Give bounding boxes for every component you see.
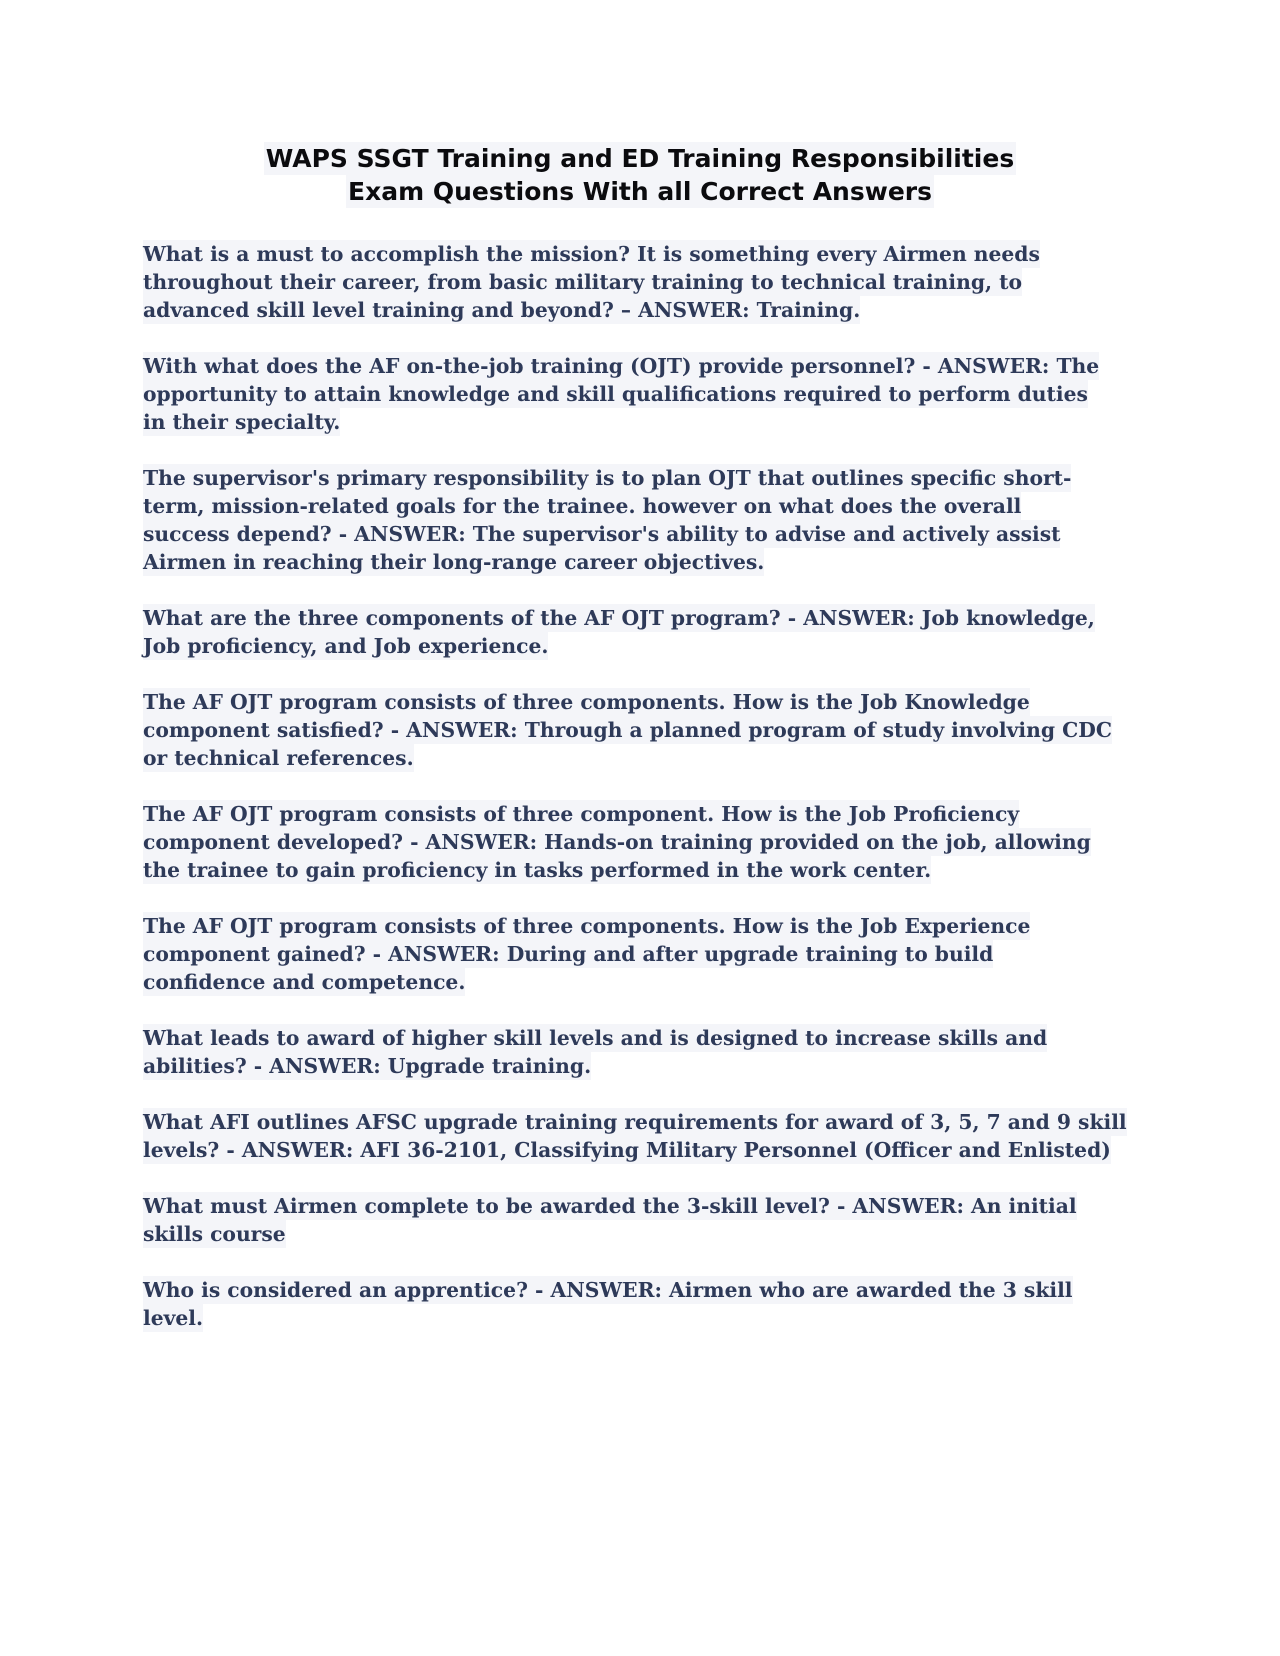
paragraph-line: success depend? - ANSWER: The supervisor's ability to advise and actively assist <box>143 522 1061 546</box>
paragraph-line: opportunity to attain knowledge and skill qualifications required to perform duties <box>143 382 1088 406</box>
paragraph-line: levels? - ANSWER: AFI 36-2101, Classifying Military Personnel (Officer and Enlisted) <box>143 1138 1111 1162</box>
paragraph-line: or technical references. <box>143 746 414 770</box>
paragraph-line: What AFI outlines AFSC upgrade training requirements for award of 3, 5, 7 and 9 skill <box>143 1110 1127 1134</box>
qa-paragraph <box>143 1192 1143 1248</box>
qa-paragraph <box>143 464 1143 576</box>
document-title <box>0 142 1280 208</box>
title-line-1: WAPS SSGT Training and ED Training Responsibilities <box>265 144 1015 173</box>
qa-paragraph <box>143 1024 1143 1080</box>
paragraph-line: component gained? - ANSWER: During and after upgrade training to build <box>143 942 994 966</box>
paragraph-line: Job proficiency, and Job experience. <box>143 634 549 658</box>
paragraph-line: What must Airmen complete to be awarded the 3-skill level? - ANSWER: An initial <box>143 1194 1077 1218</box>
paragraph-line: level. <box>143 1306 204 1330</box>
paragraph-line: component developed? - ANSWER: Hands-on training provided on the job, allowing <box>143 830 1091 854</box>
paragraph-line: abilities? - ANSWER: Upgrade training. <box>143 1054 592 1078</box>
paragraph-line: What is a must to accomplish the mission? It is something every Airmen needs <box>143 242 1040 266</box>
qa-paragraph <box>143 1276 1143 1332</box>
paragraph-line: What leads to award of higher skill levels and is designed to increase skills and <box>143 1026 1048 1050</box>
paragraph-line: Who is considered an apprentice? - ANSWER: Airmen who are awarded the 3 skill <box>143 1278 1073 1302</box>
paragraph-line: Airmen in reaching their long-range career objectives. <box>143 550 765 574</box>
paragraph-line: in their specialty. <box>143 410 341 434</box>
qa-paragraph <box>143 800 1143 884</box>
paragraph-line: skills course <box>143 1222 286 1246</box>
paragraph-line: advanced skill level training and beyond? – ANSWER: Training. <box>143 298 861 322</box>
qa-paragraph <box>143 688 1143 772</box>
title-line-2: Exam Questions With all Correct Answers <box>348 177 932 206</box>
paragraph-line: What are the three components of the AF OJT program? - ANSWER: Job knowledge, <box>143 606 1095 630</box>
document-body <box>143 240 1143 1360</box>
paragraph-line: component satisfied? - ANSWER: Through a planned program of study involving CDC <box>143 718 1112 742</box>
paragraph-line: confidence and competence. <box>143 970 466 994</box>
paragraph-line: throughout their career, from basic military training to technical training, to <box>143 270 1023 294</box>
paragraph-line: the trainee to gain proficiency in tasks performed in the work center. <box>143 858 932 882</box>
qa-paragraph <box>143 1108 1143 1164</box>
qa-paragraph <box>143 352 1143 436</box>
paragraph-line: The AF OJT program consists of three component. How is the Job Proficiency <box>143 802 1020 826</box>
qa-paragraph <box>143 912 1143 996</box>
qa-paragraph <box>143 240 1143 324</box>
paragraph-line: term, mission-related goals for the trainee. however on what does the overall <box>143 494 1022 518</box>
paragraph-line: The AF OJT program consists of three components. How is the Job Knowledge <box>143 690 1030 714</box>
paragraph-line: The AF OJT program consists of three components. How is the Job Experience <box>143 914 1031 938</box>
paragraph-line: The supervisor's primary responsibility is to plan OJT that outlines specific short- <box>143 466 1072 490</box>
paragraph-line: With what does the AF on-the-job training (OJT) provide personnel? - ANSWER: The <box>143 354 1100 378</box>
qa-paragraph <box>143 604 1143 660</box>
